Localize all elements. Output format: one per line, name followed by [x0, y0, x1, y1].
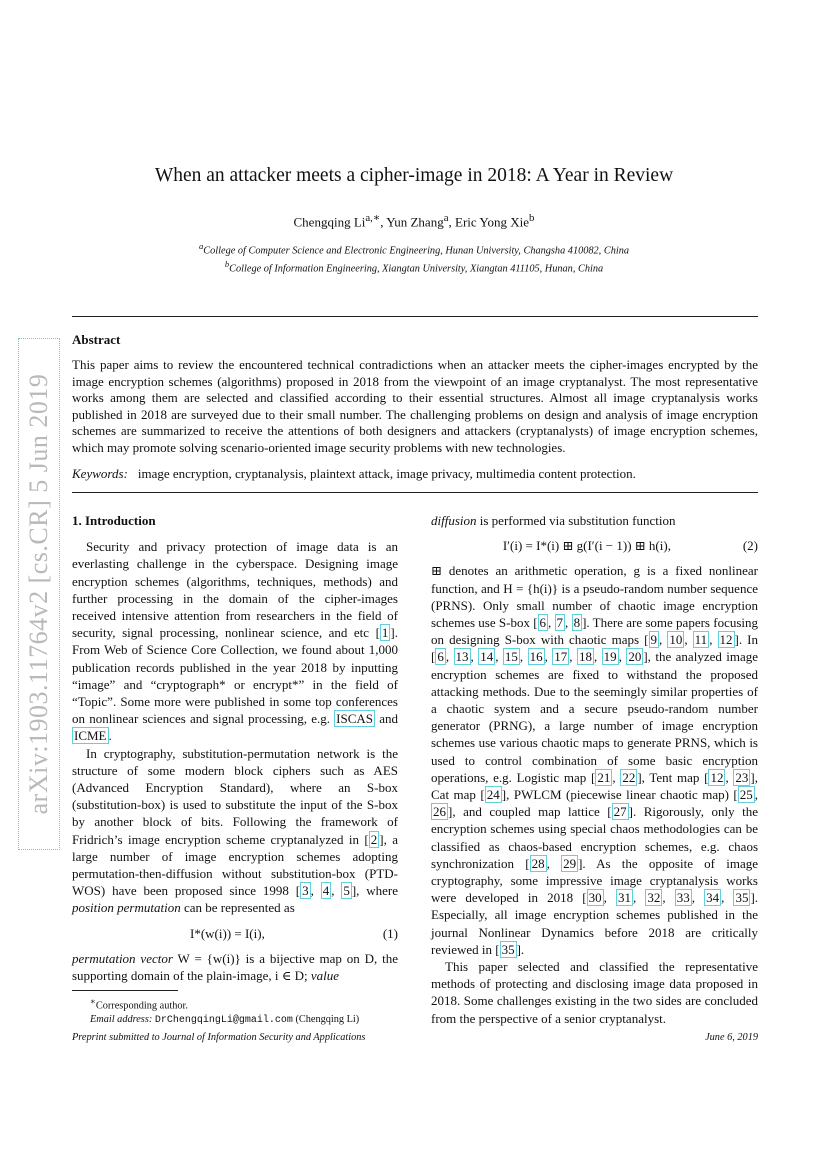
author-name: Yun Zhang	[386, 214, 444, 230]
footnote-mark: ∗	[90, 996, 96, 1006]
equation-number: (2)	[742, 538, 758, 554]
affil-text: College of Computer Science and Electronic Engineering, Hunan University, Changsha 410082, China	[203, 245, 630, 257]
citation-link[interactable]: 32	[647, 890, 661, 906]
citation-link[interactable]: 33	[676, 890, 690, 906]
right-column	[431, 512, 758, 1027]
author-affil-mark: a	[443, 212, 449, 224]
citation-link[interactable]: 6	[539, 615, 547, 631]
citation-link[interactable]: 19	[603, 649, 617, 665]
abstract-heading: Abstract	[72, 332, 121, 347]
citation-link[interactable]: 25	[739, 787, 753, 803]
footnote	[90, 994, 359, 1028]
citation-link[interactable]: 15	[504, 649, 518, 665]
citation-link[interactable]: 17	[554, 649, 568, 665]
citation-link[interactable]: 4	[322, 883, 330, 899]
citation-link[interactable]: 26	[433, 804, 446, 820]
citation-link[interactable]: 27	[613, 804, 627, 820]
citation-link[interactable]: 22	[622, 769, 636, 785]
equation-1	[72, 925, 398, 942]
citation-link[interactable]: 12	[719, 632, 733, 648]
paragraph: ⊞ denotes an arithmetic operation, g is a fixed nonlinear function, and H = {h(i)} is a pseudo-random number sequence (PRNS). Only small number of chaotic image encryption schemes use S-box [ 6 , 7 , 8 ]. There are some papers focusing on designing S-box with chaotic maps [ 9 , 10 , 11 , 12 ]. In [ 6 , 13 , 14 , 15 , 16 , 17 , 18 , 19 , 20 ], the analyzed image encryption schemes are fixed to withstand the proposed attacking methods. Due to the seemingly similar properties of a chaotic system and a secure pseudo-random number generator (PRNG), a large number of image encryption schemes use various chaotic maps to generate PRNS, which is used to control combination of some basic encryption operations, e.g. Logistic map [ 21 , 22 ], Tent map [ 12 , 23 ], Cat map [ 24 ], PWLCM (piecewise linear chaotic map) [ 25 , 26 ], and coupled map lattice [ 27 ]. Rigorously, only the encryption schemes using special chaos methodologies can be classified as chaos-based encryption schemes, e.g. chaos synchronization [ 28 , 29 ]. As the opposite of image cryptography, some impressive image cryptanalysis works were developed in 2018 [ 30 , 31 , 32 , 33 , 34 , 35 ]. Especially, all image encryption schemes published in the journal Nonlinear Dynamics before 2018 are critically reviewed in [ 35 ].	[431, 563, 759, 957]
citation-link[interactable]: 2	[370, 831, 378, 847]
citation-link[interactable]: 11	[694, 632, 708, 648]
equation-number: (1)	[382, 925, 398, 941]
paper-title: When an attacker meets a cipher-image in 2018: A Year in Review	[154, 165, 674, 186]
citation-link[interactable]: 1	[381, 625, 389, 641]
citation-link[interactable]: 35	[501, 941, 515, 957]
author-name: Eric Yong Xie	[455, 214, 530, 230]
author-name: Chengqing Li	[293, 214, 366, 230]
citation-link[interactable]: 7	[556, 615, 564, 631]
citation-link[interactable]: 9	[650, 632, 657, 648]
citation-link[interactable]: 6	[437, 649, 444, 665]
abstract-text: This paper aims to review the encountered technical contradictions when an attacker meets the cipher-images encrypted by the image encryption schemes (algorithms) proposed in 2018 from the viewpoint of an image cryptanalyst. The most representative works among them are selected and classified according to their essential structures. Almost all image cryptanalysis works published in 2018 are surveyed due to their small number. The challenging problems on design and analysis of image encryption schemes are summarized to receive the attentions of both designers and attackers (cryptanalysts) of image encryption schemes, which may promote solving scenario-oriented image security problems with new technologies.	[72, 357, 758, 455]
affiliations	[0, 240, 828, 276]
left-column	[72, 512, 398, 984]
equation-body: I*(w(i)) = I(i),	[190, 925, 265, 941]
paragraph: Security and privacy protection of image data is an everlasting challenge in the cyberspace. Designing image encryption schemes (algorithms, techniques, methods) and further processing in the domain of the cipher-images received intensive attention from researchers in the field of security, signal processing, nonlinear science, and etc [ 1 ]. From Web of Science Core Collection, we found about 1,000 publication records published in the year 2018 by inputting “image” and “cryptograph* or encrypt*” in the field of “Topic”. Some more were published in some top conferences on nonlinear sciences and signal processing, e.g. ISCAS and ICME .	[72, 539, 398, 744]
paragraph: permutation vector W = {w(i)} is a bijective map on D, the supporting domain of the plain-image, i ∈ D; value	[72, 950, 398, 984]
citation-link[interactable]: 10	[669, 632, 683, 648]
paragraph: diffusion is performed via substitution function	[431, 513, 676, 528]
citation-link[interactable]: 16	[529, 649, 543, 665]
citation-link[interactable]: 24	[486, 787, 500, 803]
citation-link[interactable]: 21	[597, 769, 611, 785]
citation-link[interactable]: 34	[706, 890, 720, 906]
preprint-note: Preprint submitted to Journal of Information Security and Applications	[72, 1032, 366, 1043]
arxiv-stamp[interactable]	[18, 338, 60, 850]
affil-mark: b	[224, 258, 230, 269]
email-label: Email address:	[90, 1014, 153, 1026]
citation-link[interactable]: 3	[302, 883, 309, 899]
abstract-top-rule	[72, 316, 758, 317]
author-list: Chengqing $Li^{a,∗}$, Yun Zhang$^a$, Eric Yong Xie$^b$	[293, 212, 535, 230]
citation-link[interactable]: 12	[710, 769, 724, 785]
author-affil-mark: b	[529, 212, 535, 224]
date: June 6, 2019	[705, 1032, 758, 1043]
footnote-rule	[72, 990, 178, 991]
iscas-link[interactable]: ISCAS	[336, 711, 374, 727]
citation-link[interactable]: 20	[628, 649, 642, 665]
equation-2	[431, 537, 758, 554]
citation-link[interactable]: 8	[573, 615, 581, 631]
icme-link[interactable]: ICME	[74, 728, 107, 744]
affil-mark: a	[198, 241, 204, 251]
citation-link[interactable]: 29	[563, 855, 577, 871]
affiliation-b	[0, 258, 828, 276]
citation-link[interactable]: 23	[735, 769, 749, 785]
citation-link[interactable]: 18	[578, 649, 592, 665]
paragraph: In cryptography, substitution-permutation network is the structure of some modern block ciphers such as AES (Advanced Encryption Standard), where an S-box (substitution-box) is used to substitute the input of the S-box by another block of bits. Following the framework of Fridrich’s image encryption scheme cryptanalyzed in [ 2 ], a large number of image encryption schemes adopting permutation-then-diffusion without substitution-box (PTD-WOS) have been proposed since 1998 [ 3 , 4 , 5 ], where position permutation can be represented as	[72, 745, 399, 916]
paragraph: This paper selected and classified the representative methods of protecting and disclosing image data proposed in 2018. Some challenges existing in the two sides are concluded from the perspective of a senior cryptanalyst.	[431, 959, 758, 1026]
section-heading: 1. Introduction	[72, 513, 156, 528]
affil-text: College of Information Engineering, Xiangtan University, Xiangtan 411105, Hunan, China	[229, 263, 604, 275]
citation-link[interactable]: 35	[735, 890, 749, 906]
citation-link[interactable]: 13	[455, 649, 469, 665]
abstract-bottom-rule	[72, 492, 758, 493]
footnote-text: Corresponding author.	[95, 1000, 188, 1012]
affiliation-a	[0, 240, 828, 258]
arxiv-stamp-text: arXiv:1903.11764v2 [cs.CR] 5 Jun 2019	[24, 373, 53, 815]
email-link[interactable]: DrChengqingLi@gmail.com	[154, 1015, 293, 1027]
citation-link[interactable]: 5	[343, 883, 350, 899]
keywords-text: image encryption, cryptanalysis, plaintext attack, image privacy, multimedia content protection.	[137, 466, 636, 481]
citation-link[interactable]: 30	[588, 890, 602, 906]
equation-body: I′(i) = I*(i) ⊞ g(I′(i − 1)) ⊞ h(i),	[502, 538, 671, 554]
keywords	[72, 466, 758, 482]
citation-link[interactable]: 28	[531, 855, 545, 871]
citation-link[interactable]: 31	[617, 890, 631, 906]
keywords-label: Keywords:	[72, 466, 128, 481]
email-owner: (Chengqing Li)	[295, 1014, 360, 1026]
citation-link[interactable]: 14	[480, 649, 494, 665]
author-affil-mark: a,∗	[365, 212, 381, 224]
